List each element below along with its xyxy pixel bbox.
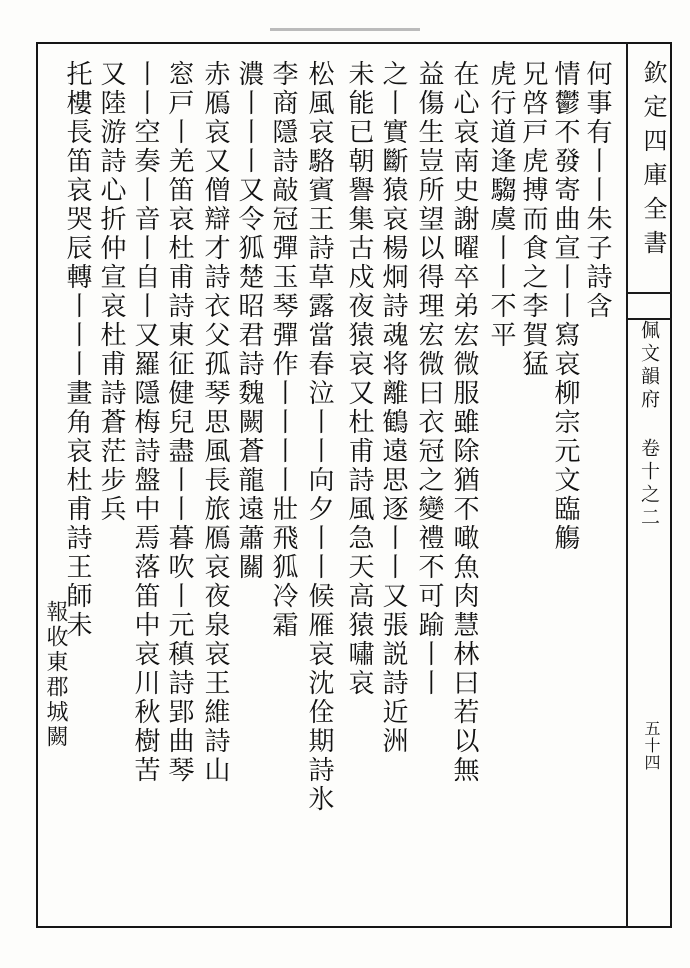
margin-chapter-title: 佩文韻府 卷十之二 bbox=[638, 320, 660, 530]
text-column-10: 李商隱詩敲冠彈玉琴彈作丨丨丨丨壯飛狐冷霜 bbox=[268, 60, 298, 640]
scan-mark bbox=[270, 28, 420, 31]
text-column-15: 又陸游詩心折仲宣哀杜甫詩蒼茫步兵 bbox=[96, 60, 126, 524]
text-column-8: 未能已朝譽集古戍夜猿哀又杜甫詩風急天高猿嘯哀 bbox=[344, 60, 374, 698]
text-column-9: 松風哀駱賓王詩草露當春泣丨丨向夕丨丨候雁哀沈佺期詩氷 bbox=[304, 60, 334, 814]
text-column-12: 赤鴈哀又僧辯才詩衣父孤琴思風長旅鴈哀夜泉哀王維詩山 bbox=[200, 60, 230, 785]
text-column-14: 丨丨空奏丨音丨自丨又羅隱梅詩盤中焉落笛中哀川秋樹苦 bbox=[130, 60, 160, 785]
text-column-13: 窓戸丨羌笛哀杜甫詩東征健兒盡丨丨暮吹丨元稹詩郢曲琴 bbox=[164, 60, 194, 785]
text-column-2: 情鬱不發寄曲宣丨丨寫哀柳宗元文臨觴 bbox=[550, 60, 580, 553]
margin-book-title: 欽定四庫全書 bbox=[639, 60, 667, 264]
margin-page-number: 五十四 bbox=[642, 720, 661, 771]
text-column-7: 之丨實斷猿哀楊炯詩魂将離鶴遠思逐丨丨又張説詩近洲 bbox=[378, 60, 408, 756]
text-column-4: 虎行道逢騶虞丨丨不平 bbox=[486, 60, 516, 350]
text-column-16: 托樓長笛哀哭辰轉丨丨丨畫角哀杜甫詩王師未 bbox=[62, 60, 92, 640]
text-column-6: 益傷生豈所望以得理宏微曰衣冠之變禮不可踰丨丨 bbox=[414, 60, 444, 698]
text-column-17: 報收東郡城闕 bbox=[43, 600, 68, 750]
text-column-5: 在心哀南史謝曜卒弟宏微服雖除猶不噉魚肉慧林曰若以無 bbox=[449, 60, 479, 785]
center-fold-line bbox=[626, 42, 628, 928]
text-column-1: 何事有丨丨朱子詩含 bbox=[582, 60, 612, 321]
text-column-3: 兄啓戸虎搏而食之李賀猛 bbox=[518, 60, 548, 379]
text-column-11: 濃丨丨丨又令狐楚昭君詩魏闕蒼龍遠蕭關 bbox=[234, 60, 264, 582]
